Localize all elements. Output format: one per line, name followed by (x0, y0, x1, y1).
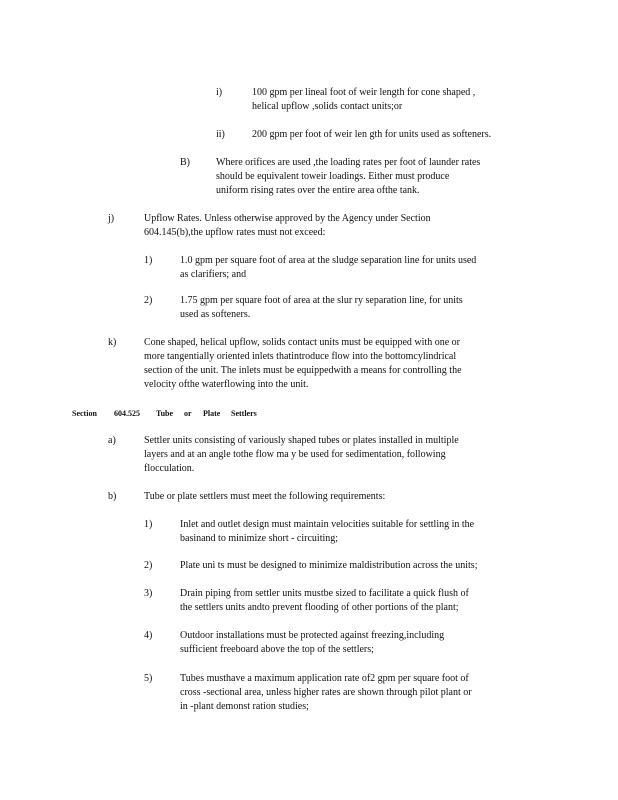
item-b5-text (180, 672, 472, 714)
text-line: layers and at an angle tothe flow ma y be used for sedimentation, following (144, 449, 446, 460)
text-line: Cone shaped, helical upflow, solids contact units must be equipped with one or (144, 337, 460, 348)
text-line: Tubes musthave a maximum application rate of2 gpm per square foot of (180, 673, 469, 684)
text-line: in -plant demonst ration studies; (180, 701, 309, 712)
item-j2-text (180, 294, 463, 322)
text-line: Where orifices are used ,the loading rates per foot of launder rates (216, 157, 481, 168)
text-line: Tube or plate settlers must meet the following requirements: (144, 491, 386, 502)
item-marker-j2: 2) (144, 295, 153, 306)
item-b-text (144, 490, 385, 504)
text-line: cross -sectional area, unless higher rates are shown through pilot plant or (180, 687, 472, 698)
item-marker-j1: 1) (144, 255, 153, 266)
text-line: used as softeners. (180, 309, 251, 320)
item-j1-text (180, 254, 476, 282)
text-line: velocity ofthe waterflowing into the unit. (144, 379, 309, 390)
item-k-text (144, 336, 462, 392)
text-line: flocculation. (144, 463, 195, 474)
text-line: more tangentially oriented inlets thatintroduce flow into the bottomcylindrical (144, 351, 457, 362)
section-word: Section (72, 409, 97, 418)
text-line: helical upflow ,solids contact units;or (252, 101, 403, 112)
text-line: Inlet and outlet design must maintain velocities suitable for settling in the (180, 519, 475, 530)
text-line: 200 gpm per foot of weir len gth for units used as softeners. (252, 129, 492, 140)
text-line: Drain piping from settler units mustbe sized to facilitate a quick flush of (180, 588, 469, 599)
item-marker-k: k) (108, 337, 117, 348)
item-marker-i: i) (216, 87, 223, 98)
item-ii-text (252, 128, 491, 142)
section-title-word: or (184, 409, 192, 418)
item-marker-j: j) (108, 213, 115, 224)
text-line: basinand to minimize short - circuiting; (180, 533, 339, 544)
text-line: 1.75 gpm per square foot of area at the slur ry separation line, for units (180, 295, 463, 306)
text-line: section of the unit. The inlets must be equippedwith a means for controlling the (144, 365, 462, 376)
item-a-text (144, 434, 459, 476)
item-marker-b2: 2) (144, 560, 153, 571)
item-marker-b5: 5) (144, 673, 153, 684)
section-number: 604.525 (114, 409, 140, 418)
section-title-word: Plate (203, 409, 221, 418)
item-marker-b1: 1) (144, 519, 153, 530)
item-b1-text (180, 518, 474, 546)
text-line: 604.145(b),the upflow rates must not exceed: (144, 227, 326, 238)
item-marker-b4: 4) (144, 630, 153, 641)
item-B-text (216, 156, 480, 198)
text-line: uniform rising rates over the entire area ofthe tank. (216, 185, 420, 196)
text-line: 1.0 gpm per square foot of area at the sludge separation line for units used (180, 255, 477, 266)
item-b4-text (180, 629, 444, 657)
item-marker-b: b) (108, 491, 117, 502)
text-line: Plate uni ts must be designed to minimize maldistribution across the units; (180, 560, 478, 571)
section-title-word: Settlers (231, 409, 257, 418)
item-j-text (144, 212, 431, 240)
text-line: as clarifiers; and (180, 269, 247, 280)
text-line: the settlers units andto prevent flooding of other portions of the plant; (180, 602, 459, 613)
text-line: 100 gpm per lineal foot of weir length for cone shaped , (252, 87, 476, 98)
item-marker-B: B) (180, 157, 190, 168)
item-i-text (252, 86, 475, 114)
text-line: Upflow Rates. Unless otherwise approved by the Agency under Section (144, 213, 431, 224)
text-line: Settler units consisting of variously shaped tubes or plates installed in multiple (144, 435, 459, 446)
text-line: sufficient freeboard above the top of the settlers; (180, 644, 374, 655)
item-b2-text (180, 559, 477, 573)
section-title-word: Tube (156, 409, 174, 418)
item-marker-b3: 3) (144, 588, 153, 599)
item-marker-a: a) (108, 435, 116, 446)
item-marker-ii: ii) (216, 129, 225, 140)
item-b3-text (180, 587, 469, 615)
text-line: should be equivalent toweir loadings. Either must produce (216, 171, 450, 182)
text-line: Outdoor installations must be protected against freezing,including (180, 630, 445, 641)
